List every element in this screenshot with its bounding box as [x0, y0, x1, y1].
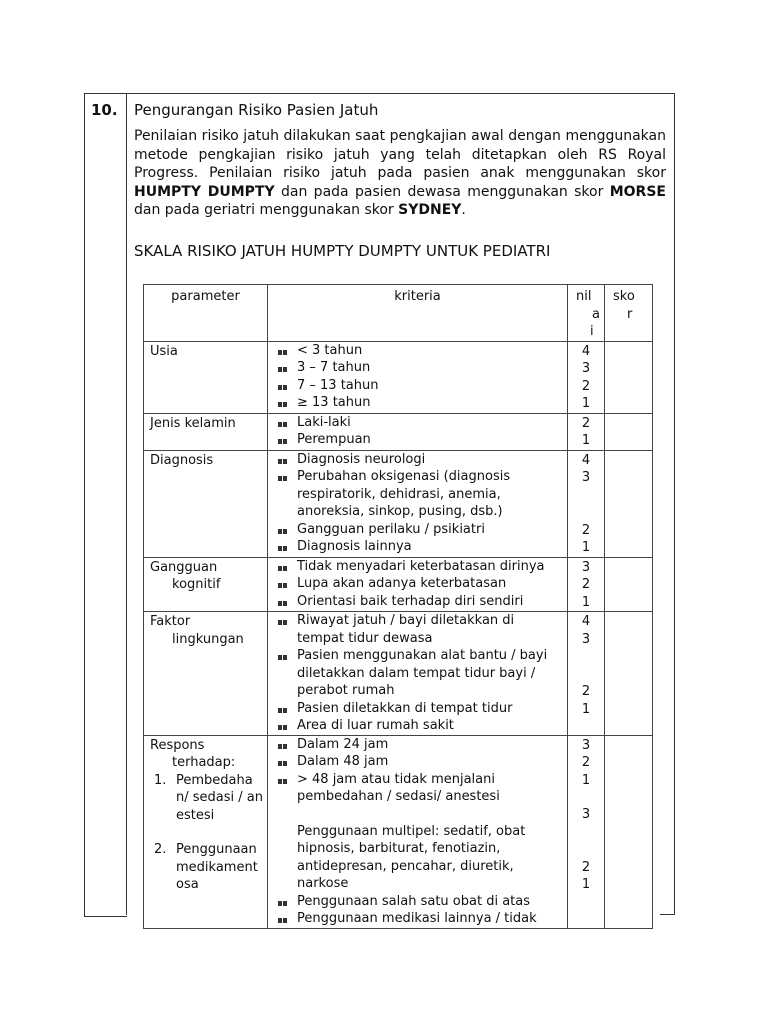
value-cell: 3 2 1: [568, 557, 605, 612]
criteria-cell: [268, 450, 568, 557]
value-cell: 3 2 1 3 2 1: [568, 735, 605, 928]
number-column-frame: [84, 93, 127, 917]
bullet-icon: [278, 459, 287, 464]
bullet-icon: [278, 725, 287, 730]
bullet-icon: [278, 761, 287, 766]
list-item: 2. Penggunaan medikamentosa: [154, 842, 258, 892]
bullet-icon: [278, 367, 287, 372]
bullet-icon: [278, 529, 287, 534]
param-cell: Gangguan kognitif: [144, 557, 268, 612]
bullet-icon: [278, 476, 287, 481]
frame-bottom-edge: [660, 914, 675, 915]
header-skor: sko r: [605, 285, 653, 342]
bullet-icon: [278, 655, 287, 660]
list-item: Perubahan oksigenasi (diagnosis respiratorik, dehidrasi, anemia, anoreksia, sinkop, pusing, dsb.): [278, 468, 563, 521]
list-item: Penggunaan salah satu obat di atas: [278, 893, 563, 911]
table-row: [144, 450, 653, 557]
page-cutoff-fade: [140, 948, 660, 968]
list-item: Orientasi baik terhadap diri sendiri: [278, 593, 563, 611]
bullet-icon: [278, 601, 287, 606]
list-item: < 3 tahun: [278, 342, 563, 360]
header-kriteria: kriteria: [268, 285, 568, 342]
param-cell: Faktor lingkungan: [144, 612, 268, 736]
bullet-icon: [278, 744, 287, 749]
score-cell[interactable]: [605, 612, 653, 736]
value-cell: 2 1: [568, 413, 605, 450]
list-item: 3 – 7 tahun: [278, 359, 563, 377]
bullet-icon: [278, 583, 287, 588]
table-row: [144, 557, 653, 612]
bullet-icon: [278, 350, 287, 355]
score-cell[interactable]: [605, 735, 653, 928]
bullet-icon: [278, 385, 287, 390]
score-cell[interactable]: [605, 557, 653, 612]
criteria-cell: [268, 735, 568, 928]
table-row: [144, 341, 653, 413]
list-item: Diagnosis lainnya: [278, 538, 563, 556]
param-cell: Respons terhadap: 1. Pembedahan/ sedasi / anestesi 2. Penggunaan medikamentosa: [144, 735, 268, 928]
list-item: ≥ 13 tahun: [278, 394, 563, 412]
list-item: 1. Pembedahan/ sedasi / anestesi: [154, 772, 263, 823]
list-item: Dalam 48 jam: [278, 753, 563, 771]
list-item: Gangguan perilaku / psikiatri: [278, 521, 563, 539]
criteria-cell: [268, 557, 568, 612]
table-header-row: [144, 285, 653, 342]
intro-paragraph: Penilaian risiko jatuh dilakukan saat pengkajian awal dengan menggunakan metode pengkajian risiko jatuh yang telah ditetapkan oleh RS Royal Progress. Penilaian risiko jatuh pada pasien anak menggunakan skor HUMPTY DUMPTY dan pada pasien dewasa menggunakan skor MORSE dan pada geriatri menggunakan skor SYDNEY.: [134, 128, 666, 219]
criteria-cell: [268, 612, 568, 736]
bullet-icon: [278, 918, 287, 923]
list-item: 7 – 13 tahun: [278, 377, 563, 395]
list-item: Area di luar rumah sakit: [278, 717, 563, 735]
score-cell[interactable]: [605, 413, 653, 450]
humpty-dumpty-term: HUMPTY DUMPTY: [134, 183, 275, 200]
bullet-icon: [278, 708, 287, 713]
list-item: Diagnosis neurologi: [278, 451, 563, 469]
list-item: Penggunaan multipel: sedatif, obat hipnosis, barbiturat, fenotiazin, antidepresan, pencahar, diuretik, narkose: [297, 823, 526, 891]
score-cell[interactable]: [605, 450, 653, 557]
list-item: Perempuan: [278, 431, 563, 449]
list-item: Riwayat jatuh / bayi diletakkan di tempat tidur dewasa: [278, 612, 563, 647]
list-item: Penggunaan medikasi lainnya / tidak: [278, 910, 563, 928]
list-item: Laki-laki: [278, 414, 563, 432]
list-item: Pasien menggunakan alat bantu / bayi diletakkan dalam tempat tidur bayi / perabot rumah: [278, 647, 563, 700]
criteria-cell: [268, 341, 568, 413]
table-row: [144, 413, 653, 450]
list-item: Lupa akan adanya keterbatasan: [278, 575, 563, 593]
header-parameter: parameter: [144, 285, 268, 342]
bullet-icon: [278, 566, 287, 571]
value-cell: 4 3 2 1: [568, 612, 605, 736]
param-cell: Jenis kelamin: [144, 413, 268, 450]
list-item: Tidak menyadari keterbatasan dirinya: [278, 558, 563, 576]
section-number: 10.: [91, 101, 118, 119]
list-item: Dalam 24 jam: [278, 736, 563, 754]
bullet-icon: [278, 901, 287, 906]
param-cell: Usia: [144, 341, 268, 413]
list-item: > 48 jam atau tidak menjalani pembedahan / sedasi/ anestesi: [278, 771, 563, 806]
value-cell: 4 3 2 1: [568, 341, 605, 413]
table-row: [144, 612, 653, 736]
bullet-icon: [278, 546, 287, 551]
header-nilai: nil a i: [568, 285, 605, 342]
bullet-icon: [278, 620, 287, 625]
humpty-dumpty-table: [143, 284, 653, 929]
value-cell: 4 3 2 1: [568, 450, 605, 557]
section-heading: Pengurangan Risiko Pasien Jatuh: [134, 101, 379, 119]
table-row: [144, 735, 653, 928]
bullet-icon: [278, 402, 287, 407]
sub-list: [150, 772, 263, 894]
bullet-icon: [278, 422, 287, 427]
list-item: Pasien diletakkan di tempat tidur: [278, 700, 563, 718]
param-cell: Diagnosis: [144, 450, 268, 557]
bullet-icon: [278, 439, 287, 444]
criteria-cell: [268, 413, 568, 450]
bullet-icon: [278, 779, 287, 784]
morse-term: MORSE: [609, 183, 666, 200]
score-cell[interactable]: [605, 341, 653, 413]
sydney-term: SYDNEY: [398, 202, 462, 219]
table-title: SKALA RISIKO JATUH HUMPTY DUMPTY UNTUK PEDIATRI: [134, 242, 551, 260]
